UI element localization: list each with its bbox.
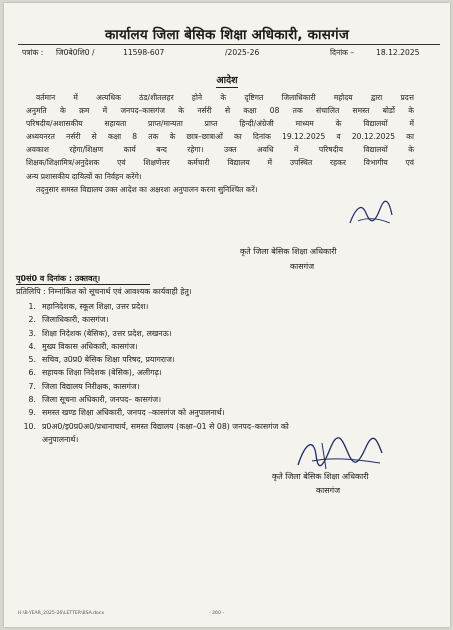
document-page xyxy=(4,3,450,627)
list-item: 9. समस्त खण्ड शिक्षा अधिकारी, जनपद –कासगंज को अनुपालनार्थ। xyxy=(28,408,225,418)
order-line: अनुमति के क्रम में जनपद–कासगंज के नर्सरी से कक्षा 08 तक संचालित समस्त बोर्डो के xyxy=(26,106,414,116)
order-heading: आदेश xyxy=(216,75,238,86)
order-line: अन्य प्रशासकीय दायित्वों का निर्वहन करेंगे। xyxy=(26,171,142,181)
signature-scribble-2 xyxy=(292,435,388,475)
list-item: 1. महानिदेशक, स्कूल शिक्षा, उत्तर प्रदेश। xyxy=(28,302,149,311)
list-item: 3. शिक्षा निदेशक (बेसिक), उत्तर प्रदेश, लखनऊ। xyxy=(28,328,172,338)
office-title: कार्यालय जिला बेसिक शिक्षा अधिकारी, कासगंज xyxy=(104,27,350,43)
order-line: वर्तमान में अत्यधिक ठंड/शीतलहर होने के दृष्टिगत जिलाधिकारी महोदय द्वारा प्रदत्त xyxy=(36,93,414,102)
list-item: 2. जिलाधिकारी, कासगंज। xyxy=(28,315,109,325)
footer-file-path: H:\B-YEAR_2025-26\LETTER\BSA.docx xyxy=(18,611,105,616)
copy-heading-underline xyxy=(16,284,150,285)
order-line: शिक्षक/शिक्षामित्र/अनुदेशक एवं शिक्षणेत्तर कर्मचारी विद्यालय में उपस्थित रहकर विभागीय एवं xyxy=(26,158,414,168)
list-item: 6. सहायक शिक्षा निदेशक (बेसिक), अलीगढ़। xyxy=(28,368,162,378)
copy-reference-heading: पृ0सं0 व दिनांक : उक्तवत्। xyxy=(16,274,101,283)
footer-page-number: - 260 - xyxy=(209,611,225,616)
copy-recipient-list xyxy=(22,300,289,446)
order-body xyxy=(26,91,414,196)
list-item: 5. सचिव, उ0प्र0 बेसिक शिक्षा परिषद, प्रयागराज। xyxy=(28,355,175,365)
order-line: अवकाश रहेगा/शिक्षण कार्य बन्द रहेगा। उक्त अवधि में परिषदीय विद्यालयों के xyxy=(26,145,414,155)
list-item: 4. मुख्य विकास अधिकारी, कासगंज। xyxy=(28,341,138,351)
signature-2-designation: कृते जिला बेसिक शिक्षा अधिकारी xyxy=(272,472,369,481)
reference-label: पत्रांक : xyxy=(22,48,44,57)
list-item: 10. प्र0अ0/इ0प्र0अ0/प्रधानाचार्य, समस्त विद्यालय (कक्षा–01 से 08) जनपद–कासगंज को xyxy=(23,421,289,431)
signature-1-place: कासगंज xyxy=(290,262,315,271)
order-line: परिषदीय/अशासकीय सहायता प्राप्त/मान्यता प्राप्त हिन्दी/अंग्रेजी माध्यम के विद्यालयों में xyxy=(26,119,414,129)
order-line: अध्ययनरत नर्सरी से कक्षा 8 तक के छात्र–छात्राओं का दिनांक 19.12.2025 व 20.12.2025 का xyxy=(26,132,414,142)
reference-prefix: जि0बे0शि0 / xyxy=(56,48,95,57)
list-item: 7. जिला विद्यालय निरीक्षक, कासगंज। xyxy=(28,381,140,391)
signature-1-designation: कृते जिला बेसिक शिक्षा अधिकारी xyxy=(240,247,337,256)
date-value: 18.12.2025 xyxy=(376,48,420,57)
list-item-continuation: अनुपालनार्थ। xyxy=(42,434,79,444)
date-label: दिनांक – xyxy=(330,48,355,57)
order-line-compliance: तद्नुसार समस्त विद्यालय उक्त आदेश का अक्षरशः अनुपालन करना सुनिश्चित करें। xyxy=(36,184,258,194)
copy-intro: प्रतिलिपि : निम्नांकित को सूचनार्थ एवं आवश्यक कार्यवाही हेतु। xyxy=(16,287,192,296)
header-rule xyxy=(18,44,440,45)
reference-number: 11598-607 xyxy=(123,48,165,57)
signature-scribble-1 xyxy=(346,199,396,229)
signature-2-place: कासगंज xyxy=(316,486,341,495)
reference-year: /2025-26 xyxy=(225,48,260,57)
list-item: 8. जिला सूचना अधिकारी, जनपद– कासगंज। xyxy=(28,395,162,405)
